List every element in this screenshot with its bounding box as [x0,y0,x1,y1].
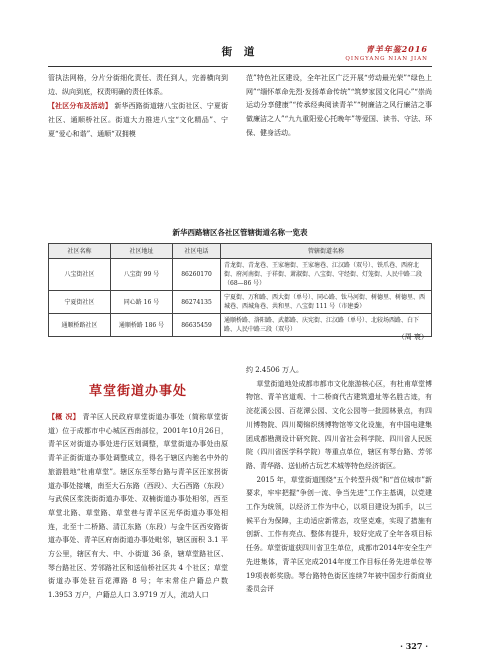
community-name: 八宝街社区 [49,259,111,291]
overview-heading: 【概 况】 [48,412,80,421]
column-header: 社区名称 [49,244,111,259]
top-right-column [246,72,432,141]
community-address: 同心路 16 号 [111,291,173,314]
community-text: 新华西路街道辖八宝街社区、宁夏街社区、通顺桥社区。街道大力推进八宝“文化精品”、宁夏“爱心和谐”、通顺“双拥模 [48,102,229,138]
page-number: · 327 · [400,641,428,651]
table-title: 新华西路辖区各社区管辖街道名称一览表 [172,228,308,237]
section-title: 街 道 [221,46,259,58]
yearbook-pinyin: QINGYANG NIAN JIAN [345,56,428,62]
community-streets-table [48,243,432,337]
community-streets: 青龙街、青龙巷、王家塘街、王家塘巷、江汉路（双号）、铁爪巷、西府北街、府河南街、于祥街、萧淑街、八宝街、守经街、灯笼街、人民中路二段（68—86 号） [221,259,432,291]
header-divider [48,66,432,67]
author-signature: （周 寰） [397,333,428,341]
community-streets: 宁夏街、万和路、西大街（单号）、同心路、钛马河街、树德里、树德里、西城巷、西城角巷、共和里、八宝街 111 号（市建委） [221,291,432,314]
column-header: 管辖街道名称 [221,244,432,259]
paragraph: 管执法网格，分片分街细化责任、责任到人，完善横向到边、纵向到底，权责明确的责任体系。 [48,74,228,96]
paragraph: 范”特色社区建设，全年社区广泛开展“劳动最光荣”“绿色上网”“缅怀革命先烈·发扬革命传统”“筑梦家园文化同心”“崇尚运动分享健康”“传承经典阅读青羊”“树廉洁之风行廉洁之事做廉洁之人”“九九重阳爱心托晚年”等爱国、读书、守法、环保、健身活动。 [246,74,432,137]
column-header: 社区电话 [173,244,221,259]
community-address: 通顺桥路 186 号 [111,314,173,337]
article-left-column [48,410,228,603]
top-left-column [48,72,228,142]
article-title: 草堂街道办事处 [88,384,187,399]
table-row [49,291,432,314]
paragraph: 草堂街道地处成都市都市文化旅游核心区，有杜甫草堂博物馆、青羊宫道观、十二桥商代古建筑遗址等名胜古迹，有浣花溪公园、百花潭公园、文化公园等一批园林景点，有四川博物院、四川蜀锦织绣博物馆等文化设施，有中国电建集团成都勘测设计研究院、四川省社会科学院、四川省人民医院（四川省医学科学院）等重点单位，辖区有琴台路、芳邻路、青华路、送仙桥古玩艺术城等特色经济街区。 [246,379,432,470]
overview-text: 青羊区人民政府草堂街道办事处（简称草堂街道）位于成都市中心城区西南部位，2001年10月26日，青羊区对街道办事处进行区划调整，草堂街道办事处由原青羊正街街道办事处调整成立，得名于辖区内驰名中外的旅游胜地“杜甫草堂”。辖区东至琴台路与青羊区汪家拐街道办事处接壤，南至大石东路（西段）、大石西路（东段）与武侯区浆洗街街道办事处、双楠街道办事处相邻，西至草堂北路、草堂路、草堂巷与青羊区光华街道办事处相连，北至十二桥路、清江东路（东段）与金牛区西安路街道办事处、青羊区府南街道办事处毗邻，辖区面积 3.1 平方公里，辖区有大、中、小街道 36 条，辖草堂路社区、琴台路社区、芳邻路社区和送仙桥社区共 4 个社区；草堂街道办事处驻百花潭路 8 号；年末常住户籍总户数 1.3953 万户，户籍总人口 3.9719 万人，流动人口 [48,413,229,600]
running-header [0,0,480,72]
article-right-column [246,364,432,597]
community-name: 宁夏街社区 [49,291,111,314]
table-header-row [49,244,432,259]
paragraph: 2015 年，草堂街道围绕“五个转型升级”和“首位城市”新要求，牢牢把握“争创一流、争当先进”工作主基调，以党建工作为统领，以经济工作为中心，以项目建设为抓手，以三候平台为保障，主动适应新常态，攻坚克难，实现了措施有创新、工作有亮点、整体有提升，较好完成了全年各项目标任务。草堂街道获四川省卫生单位，成都市2014年安全生产先进集体，青羊区完成2014年度工作目标任务先进单位等19项表彰奖励。琴台路特色街区连续7年被中国步行街商业委员会评 [246,475,432,594]
community-phone: 86260170 [173,259,221,291]
community-heading: 【社区分布及活动】 [48,101,112,111]
community-name: 通顺桥路社区 [49,314,111,337]
table-row [49,314,432,337]
community-address: 八宝街 99 号 [111,259,173,291]
community-paragraph [48,99,228,141]
community-phone: 86274135 [173,291,221,314]
community-streets: 通顺桥路、洛阳路、武都路、庆宪街、江汉路（单号）、北较场西路、白下路、人民中路三段（双号） [221,314,432,337]
yearbook-name: 青羊年鉴2016 [365,44,428,54]
table-row [49,259,432,291]
column-header: 社区地址 [111,244,173,259]
overview-paragraph [48,410,228,603]
paragraph: 约 2.4506 万人。 [246,366,303,374]
community-phone: 86635459 [173,314,221,337]
